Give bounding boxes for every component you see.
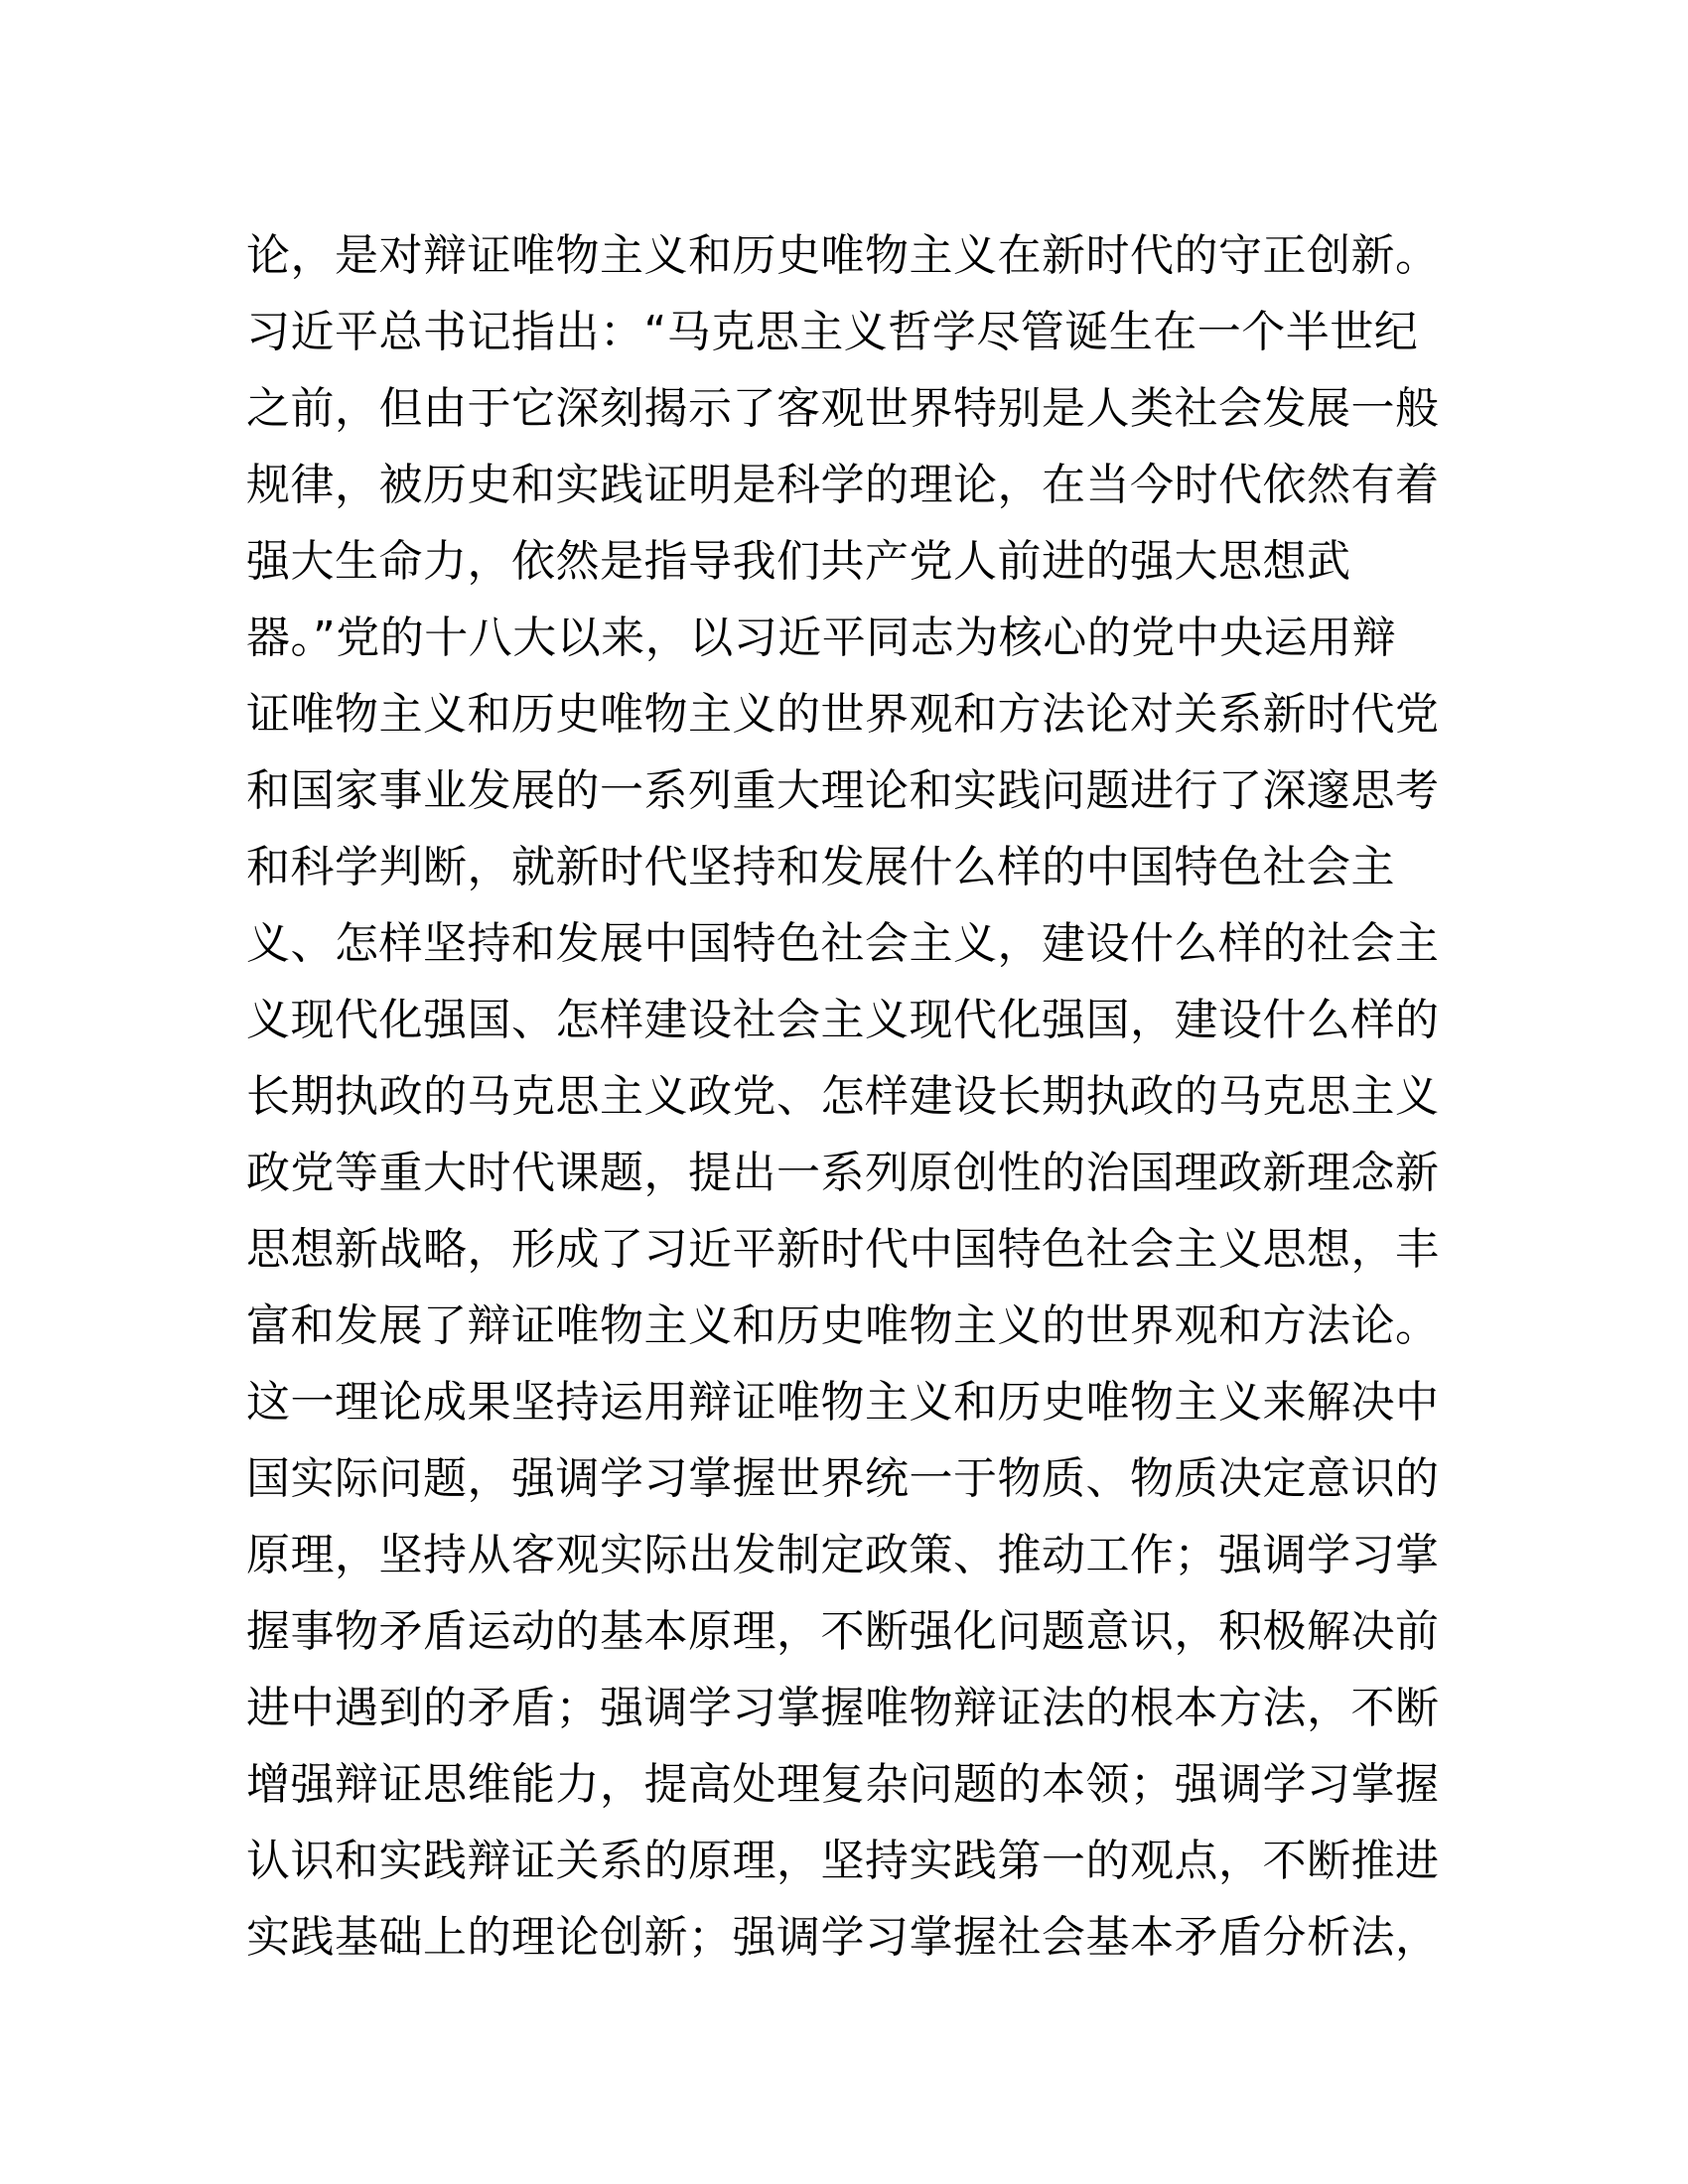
text-line: 规律，被历史和实践证明是科学的理论，在当今时代依然有着 xyxy=(246,460,1440,510)
text-line: 认识和实践辩证关系的原理，坚持实践第一的观点，不断推进 xyxy=(246,1836,1440,1886)
text-line: 这一理论成果坚持运用辩证唯物主义和历史唯物主义来解决中 xyxy=(246,1377,1440,1428)
text-line: 义、怎样坚持和发展中国特色社会主义，建设什么样的社会主 xyxy=(246,918,1440,969)
text-line: 习近平总书记指出：“马克思主义哲学尽管诞生在一个半世纪 xyxy=(246,307,1419,357)
text-line: 强大生命力，依然是指导我们共产党人前进的强大思想武 xyxy=(246,536,1351,587)
text-line: 证唯物主义和历史唯物主义的世界观和方法论对关系新时代党 xyxy=(246,689,1440,740)
text-line: 富和发展了辩证唯物主义和历史唯物主义的世界观和方法论。 xyxy=(246,1300,1440,1351)
text-line: 政党等重大时代课题，提出一系列原创性的治国理政新理念新 xyxy=(246,1148,1440,1198)
text-line: 器。”党的十八大以来，以习近平同志为核心的党中央运用辩 xyxy=(246,613,1397,663)
text-line: 握事物矛盾运动的基本原理，不断强化问题意识，积极解决前 xyxy=(246,1606,1440,1657)
text-line: 和国家事业发展的一系列重大理论和实践问题进行了深邃思考 xyxy=(246,765,1440,816)
document-body xyxy=(246,217,1448,1976)
text-line: 增强辩证思维能力，提高处理复杂问题的本领；强调学习掌握 xyxy=(246,1759,1440,1810)
text-line: 进中遇到的矛盾；强调学习掌握唯物辩证法的根本方法，不断 xyxy=(246,1683,1440,1733)
text-line: 实践基础上的理论创新；强调学习掌握社会基本矛盾分析法， xyxy=(246,1912,1440,1963)
text-line: 原理，坚持从客观实际出发制定政策、推动工作；强调学习掌 xyxy=(246,1530,1440,1580)
text-line: 国实际问题，强调学习掌握世界统一于物质、物质决定意识的 xyxy=(246,1453,1440,1504)
text-line: 义现代化强国、怎样建设社会主义现代化强国，建设什么样的 xyxy=(246,995,1440,1045)
text-line: 论，是对辩证唯物主义和历史唯物主义在新时代的守正创新。 xyxy=(246,230,1440,281)
text-line: 思想新战略，形成了习近平新时代中国特色社会主义思想，丰 xyxy=(246,1224,1440,1275)
text-line: 和科学判断，就新时代坚持和发展什么样的中国特色社会主 xyxy=(246,842,1395,892)
text-line: 之前，但由于它深刻揭示了客观世界特别是人类社会发展一般 xyxy=(246,383,1440,434)
text-line: 长期执政的马克思主义政党、怎样建设长期执政的马克思主义 xyxy=(246,1071,1440,1122)
